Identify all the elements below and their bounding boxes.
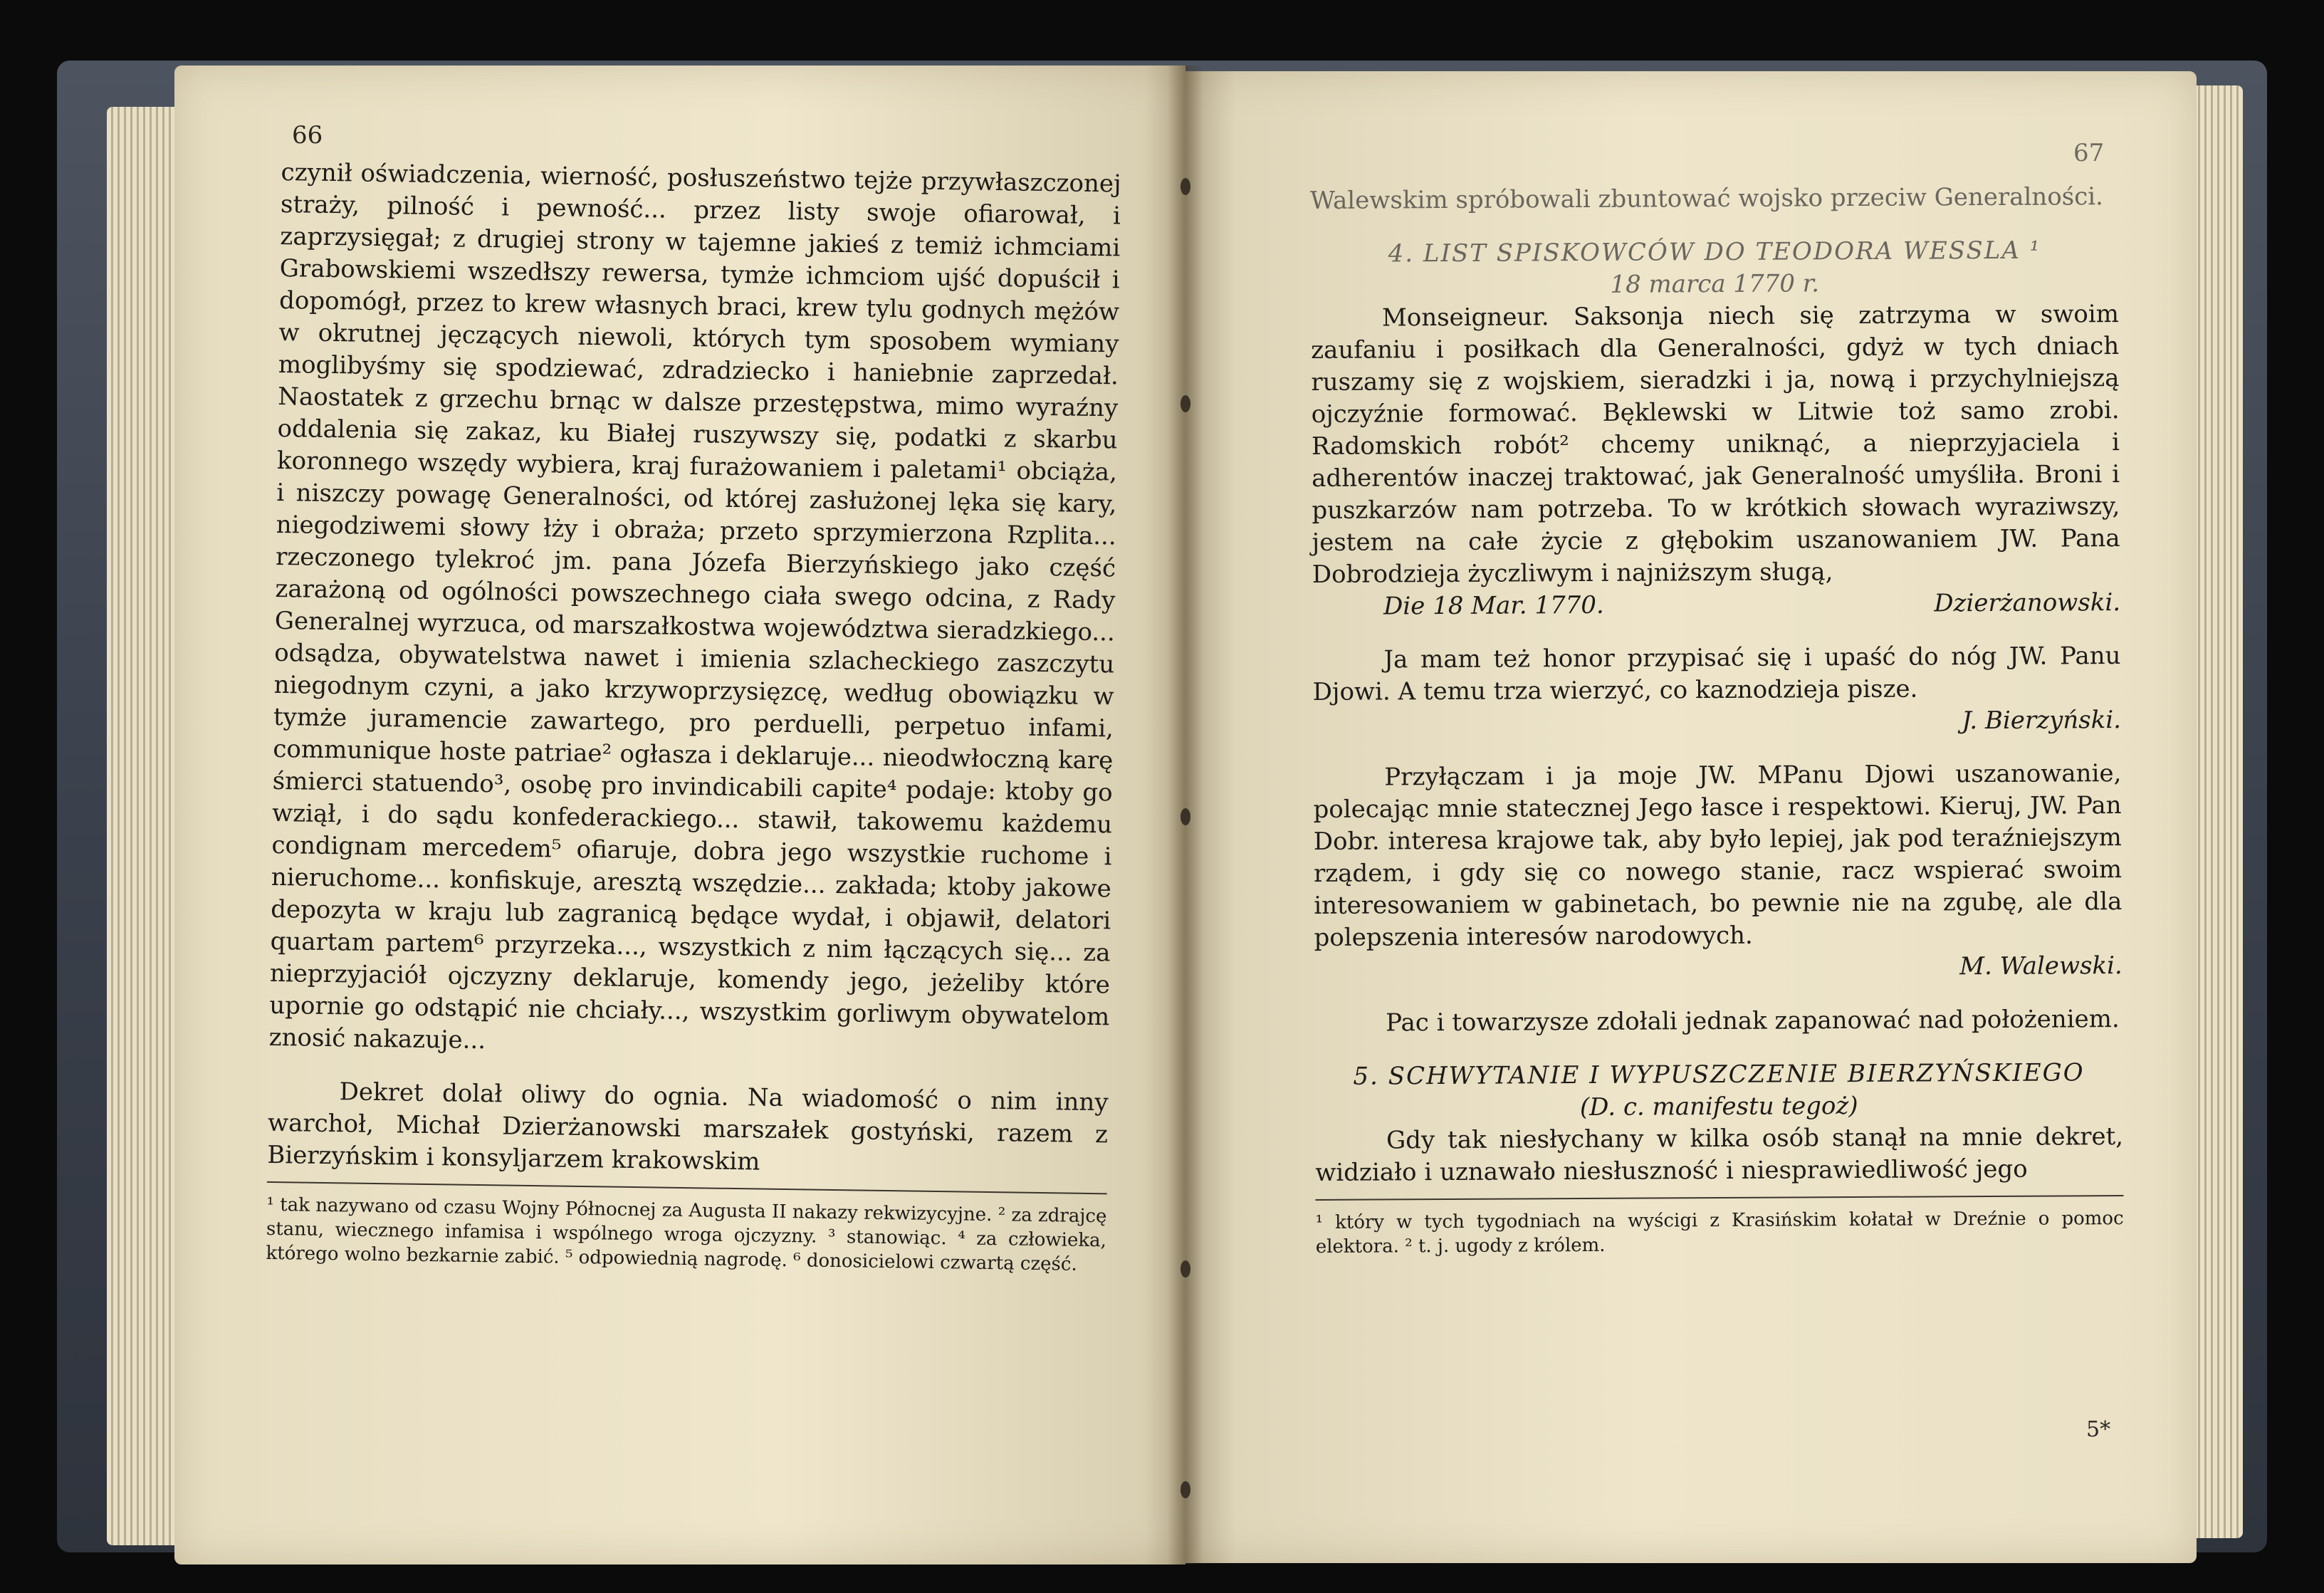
narration-paragraph: Pac i towarzysze zdołali jednak zapanować nad położeniem. [1386, 1005, 2120, 1038]
left-body-paragraph: Dekret dolał oliwy do ognia. Na wiadomość o nim inny warchoł, Michał Dzierżanowski marszałek gostyński, razem z Bierzyńskim i konsyljarzem krakowskim [267, 1077, 1109, 1176]
left-footnotes: ¹ tak nazywano od czasu Wojny Północnej za Augusta II nakazy rekwizycyjne. ² za zdrajcę stanu, wiecznego infamisa i wspólnego wroga ojczyzny. ³ stanowiąc. ⁴ za człowieka, którego wolno bezkarnie zabić. ⁵ odpowiednią nagrodę. ⁶ donosicielowi czwartą część. [266, 1194, 1107, 1275]
letter-body: Monseigneur. Saksonja niech się zatrzyma w swoim zaufaniu i posiłkach dla Generalności, gdyż w tych dniach ruszamy się z wojskiem, sieradzki i ja, nową i przychylniejszą ojczyźnie formować. Bęklewski w Litwie toż samo zrobi. Radomskich robót² chcemy uniknąć, a nieprzyjaciela i adherentów inaczej traktować, jak Generalność umyśliła. Broni i puszkarzów nam potrzeba. To w krótkich słowach wyraziwszy, jestem na całe życie z głębokim uszanowaniem JW. Pana Dobrodzieja życzliwym i najniższym sługą, [1311, 300, 2120, 589]
section-date: 18 marca 1770 r. [1610, 269, 1820, 299]
footnote-rule [1315, 1195, 2123, 1201]
postscript-signature: M. Walewski. [1959, 951, 2123, 981]
right-footnotes: ¹ który w tych tygodniach na wyścigi z Krasińskim kołatał w Dreźnie o pomoc elektora. ² t. j. ugody z królem. [1315, 1208, 2124, 1258]
letter-date: Die 18 Mar. 1770. [1383, 590, 1604, 621]
binding-stitch [1181, 395, 1190, 412]
section-body: Gdy tak niesłychany w kilka osób stanął na mnie dekret, widziało i uznawało niesłuszność i niesprawiedliwość jego [1315, 1122, 2124, 1187]
letter-signature: Dzierżanowski. [1934, 588, 2121, 618]
letter-dateline [1312, 587, 2120, 623]
section-heading: 5. SCHWYTANIE I WYPUSZCZENIE BIERZYŃSKIEGO [1353, 1058, 2085, 1091]
page-edges-left [107, 107, 178, 1545]
binding-stitch [1181, 1260, 1190, 1278]
postscript-paragraph: Ja mam też honor przypisać się i upaść do nóg JW. Panu Djowi. A temu trza wierzyć, co kaznodzieja pisze. [1312, 642, 2121, 706]
right-page-number: 67 [2073, 139, 2105, 167]
binding-stitch [1181, 178, 1190, 195]
binding-stitch [1181, 808, 1190, 825]
left-page-number: 66 [292, 121, 323, 150]
continuation-text: Walewskim spróbowali zbuntować wojsko przeciw Generalności. [1310, 182, 2104, 215]
printer-signature-mark: 5* [2086, 1417, 2111, 1442]
left-page-text [266, 157, 1121, 1277]
section-heading: 4. LIST SPISKOWCÓW DO TEODORA WESSLA ¹ [1388, 236, 2041, 268]
right-page-text [1310, 181, 2124, 1259]
footnote-rule [267, 1181, 1107, 1194]
binding-stitch [1181, 1481, 1190, 1498]
postscript-paragraph: Przyłączam i ja moje JW. MPanu Djowi uszanowanie, polecając mnie statecznej Jego łasce i respektowi. Kieruj, JW. Pan Dobr. interesa krajowe tak, aby było lepiej, jak pod teraźniejszym rządem, i gdy się co nowego stanie, racz wspierać swoim interesowaniem w gabinetach, bo pewnie nie na zgubę, ale dla polepszenia interesów narodowych. [1313, 759, 2123, 952]
section-subheading: (D. c. manifestu tegoż) [1579, 1091, 1858, 1122]
left-body-paragraph: czynił oświadczenia, wierność, posłuszeństwo tejże przywłaszczonej straży, pilność i pewność... przez listy swoje ofiarował, i zaprzysięgał; z drugiej strony w tajemne jakieś z temiż ichmciami Grabowskiemi wszedłszy rewersa, tymże ichmciom ujść dopuścił i dopomógł, przez to krew własnych braci, krew tylu godnych mężów w okrutnej jęczących niewoli, których tym sposobem wymiany moglibyśmy się spodziewać, zdradziecko i haniebnie zaprzedał. Naostatek z grzechu brnąc w dalsze przestępstwa, mimo wyraźny oddalenia się zakaz, ku Białej ruszywszy się, podatki z skarbu koronnego wszędy wybiera, kraj furażowaniem i paletami¹ obciąża, i niszczy powagę Generalności, od której zasłużonej lęka się kary, niegodziwemi słowy łży i obraża; przeto sprzymierzona Rzplita... rzeczonego tylekroć jm. pana Józefa Bierzyńskiego jako część zarażoną od ogólności powszechnego ciała swego odcina, z Rady Generalnej wyrzuca, od marszałkostwa województwa sieradzkiego... odsądza, obywatelstwa nawet i imienia szlacheckiego zaszczytu niegodnym czyni, a jako krzywoprzysięzcę, według obowiązku w tymże juramencie zawartego, pro perduelli, perpetuo infami, communique hoste patriae² ogłasza i deklaruje... nieodwłoczną karę śmierci statuendo³, osobę pro invindicabili capite⁴ podaje: ktoby go wziął, i do sądu konfederackiego... stawił, takowemu każdemu condignam mercedem⁵ ofiaruje, dobra jego wszystkie ruchome i nieruchome... konfiskuje, aresztą wszędzie... zakłada; ktoby jakowe depozyta w kraju lub zagranicą będące wydał, i objawił, delatori quartam partem⁶ przyrzeka..., wszystkich z nim łączących się... za nieprzyjaciół ojczyzny deklaruje, komendy jego, jeżeliby które upornie go odstąpić nie chciały..., wszystkim gorliwym obywatelom znosić nakazuje... [268, 157, 1121, 1055]
postscript-signature: J. Bierzyński. [1962, 706, 2122, 736]
